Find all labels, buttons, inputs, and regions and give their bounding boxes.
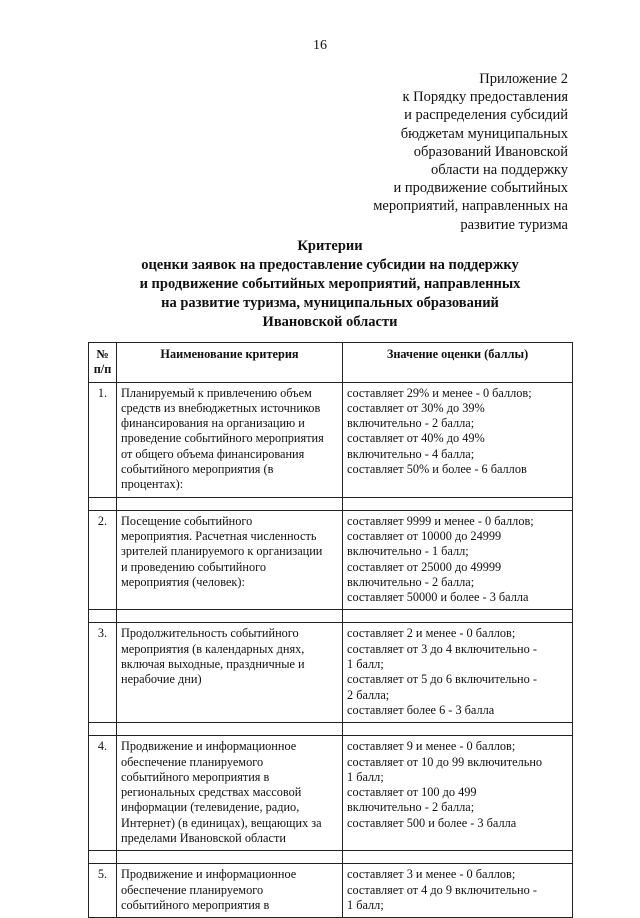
header-value: Значение оценки (баллы) — [343, 343, 573, 383]
spacer-cell — [89, 851, 117, 864]
row-spacer — [89, 497, 573, 510]
spacer-cell — [89, 723, 117, 736]
row-number: 3. — [89, 623, 117, 723]
appendix-line: бюджетам муниципальных — [400, 125, 568, 142]
criterion-line: мероприятия. Расчетная численность — [121, 528, 317, 543]
criterion-line: и проведению событийного — [121, 559, 266, 574]
criterion-line: нерабочие дни) — [121, 672, 202, 687]
value-line: составляет от 10 до 99 включительно — [347, 754, 543, 769]
criterion-cell — [117, 382, 343, 497]
criterion-line: от общего объема финансирования — [121, 446, 305, 461]
title-line: на развитие туризма, муниципальных образований — [161, 295, 499, 311]
value-line: составляет от 5 до 6 включительно - — [347, 672, 537, 687]
spacer-cell — [343, 497, 573, 510]
spacer-cell — [343, 610, 573, 623]
value-line: 1 балл; — [347, 897, 384, 912]
criterion-line: зрителей планируемого к организации — [121, 544, 323, 559]
appendix-line: образований Ивановской — [413, 143, 568, 160]
criterion-line: финансирования на организацию и — [121, 416, 305, 431]
appendix-line: к Порядку предоставления — [402, 89, 568, 106]
criterion-line: Продвижение и информационное — [121, 739, 297, 754]
header-number-line2: п/п — [93, 362, 112, 377]
row-number: 2. — [89, 510, 117, 610]
value-line: составляет от 3 до 4 включительно - — [347, 641, 537, 656]
value-line: составляет 3 и менее - 0 баллов; — [347, 867, 516, 882]
row-number: 1. — [89, 382, 117, 497]
value-line: составляет от 4 до 9 включительно - — [347, 882, 537, 897]
value-line: включительно - 2 балла; — [347, 800, 475, 815]
value-cell — [343, 382, 573, 497]
spacer-cell — [117, 723, 343, 736]
criterion-line: включая выходные, праздничные и — [121, 657, 305, 672]
title-line: оценки заявок на предоставление субсидии на поддержку — [141, 257, 519, 273]
value-line: составляет от 10000 до 24999 — [347, 528, 502, 543]
criterion-line: Планируемый к привлечению объем — [121, 385, 312, 400]
value-cell — [343, 623, 573, 723]
row-spacer — [89, 723, 573, 736]
criterion-line: обеспечение планируемого — [121, 882, 264, 897]
page-number: 16 — [313, 38, 327, 53]
row-number: 4. — [89, 736, 117, 851]
value-line: составляет более 6 - 3 балла — [347, 702, 495, 717]
table-row — [89, 623, 573, 723]
value-line: включительно - 1 балл; — [347, 544, 469, 559]
spacer-cell — [89, 497, 117, 510]
appendix-line: и распределения субсидий — [404, 107, 568, 124]
criterion-cell — [117, 510, 343, 610]
criterion-line: событийного мероприятия в — [121, 769, 270, 784]
criterion-line: пределами Ивановской области — [121, 831, 286, 846]
criterion-line: событийного мероприятия (в — [121, 462, 274, 477]
title-line: и продвижение событийных мероприятий, направленных — [139, 276, 521, 292]
value-line: включительно - 4 балла; — [347, 446, 475, 461]
header-number — [89, 343, 117, 383]
value-line: 1 балл; — [347, 769, 384, 784]
table-row — [89, 382, 573, 497]
value-line: составляет 29% и менее - 0 баллов; — [347, 385, 532, 400]
criterion-line: Интернет) (в единицах), вещающих за — [121, 815, 322, 830]
value-cell — [343, 510, 573, 610]
value-line: составляет от 40% до 49% — [347, 431, 485, 446]
appendix-line: развитие туризма — [460, 216, 568, 233]
criterion-cell — [117, 623, 343, 723]
value-line: включительно - 2 балла; — [347, 416, 475, 431]
value-line: включительно - 2 балла; — [347, 574, 475, 589]
value-line: 1 балл; — [347, 657, 384, 672]
spacer-cell — [117, 851, 343, 864]
header-criterion: Наименование критерия — [117, 343, 343, 383]
criterion-line: Продолжительность событийного — [121, 626, 299, 641]
criterion-cell — [117, 736, 343, 851]
table-row — [89, 510, 573, 610]
value-cell — [343, 736, 573, 851]
criterion-line: Посещение событийного — [121, 513, 253, 528]
spacer-cell — [117, 497, 343, 510]
value-line: составляет 9 и менее - 0 баллов; — [347, 739, 516, 754]
spacer-cell — [89, 610, 117, 623]
appendix-heading — [308, 70, 568, 234]
appendix-line: области на поддержку — [430, 162, 568, 179]
criterion-cell — [117, 864, 343, 918]
value-line: составляет 500 и более - 3 балла — [347, 815, 517, 830]
value-line: составляет 50% и более - 6 баллов — [347, 462, 527, 477]
row-spacer — [89, 851, 573, 864]
appendix-line: и продвижение событийных — [393, 180, 568, 197]
row-number: 5. — [89, 864, 117, 918]
table-row — [89, 864, 573, 918]
spacer-cell — [117, 610, 343, 623]
title-line: Критерии — [297, 238, 363, 254]
spacer-cell — [343, 851, 573, 864]
value-line: составляет 9999 и менее - 0 баллов; — [347, 513, 534, 528]
header-number-line1: № — [96, 347, 109, 361]
criterion-line: мероприятия (в календарных днях, — [121, 641, 305, 656]
table-row — [89, 736, 573, 851]
value-line: составляет от 25000 до 49999 — [347, 559, 502, 574]
criterion-line: Продвижение и информационное — [121, 867, 297, 882]
value-line: составляет от 100 до 499 — [347, 785, 477, 800]
document-title — [60, 237, 600, 332]
appendix-line: мероприятий, направленных на — [373, 198, 568, 215]
criterion-line: проведение событийного мероприятия — [121, 431, 324, 446]
criteria-table — [88, 342, 573, 918]
criterion-line: мероприятия (человек): — [121, 574, 245, 589]
value-line: составляет 50000 и более - 3 балла — [347, 590, 529, 605]
table-header-row — [89, 343, 573, 383]
value-line: составляет от 30% до 39% — [347, 400, 485, 415]
criterion-line: региональных средствах массовой — [121, 785, 302, 800]
appendix-line: Приложение 2 — [479, 71, 568, 87]
criterion-line: процентах): — [121, 477, 184, 492]
spacer-cell — [343, 723, 573, 736]
value-cell — [343, 864, 573, 918]
criterion-line: информации (телевидение, радио, — [121, 800, 300, 815]
value-line: 2 балла; — [347, 687, 390, 702]
criterion-line: событийного мероприятия в — [121, 897, 270, 912]
title-line: Ивановской области — [262, 314, 398, 330]
criterion-line: средств из внебюджетных источников — [121, 400, 321, 415]
row-spacer — [89, 610, 573, 623]
value-line: составляет 2 и менее - 0 баллов; — [347, 626, 516, 641]
criterion-line: обеспечение планируемого — [121, 754, 264, 769]
